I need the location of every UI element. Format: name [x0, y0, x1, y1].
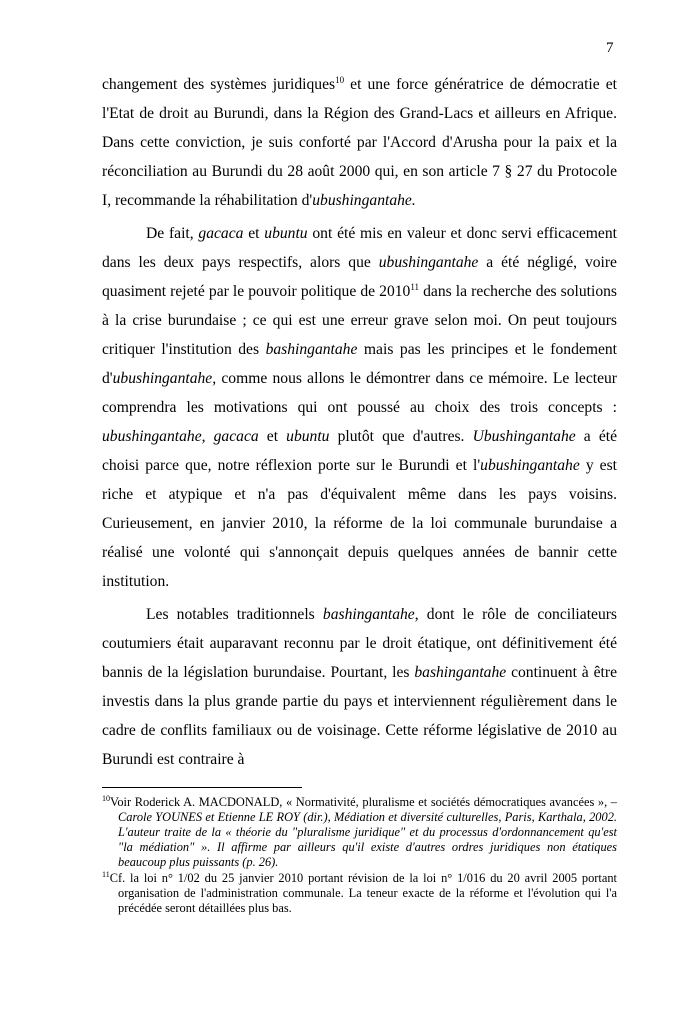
page-number: 7 — [606, 40, 614, 56]
text-run: Cf. la loi n° 1/02 du 25 janvier 2010 portant révision de la loi n° 1/016 du 20 avril 2005 portant organisation de l'administration communale. La teneur exacte de la réforme et l'évolution qui l'a précédée seront détaillées plus bas. — [109, 871, 617, 915]
text-run: dans la recherche des solutions à la crise burundaise ; ce qui est une erreur grave selon moi. On peut toujours critiquer l'institution des — [102, 283, 617, 358]
text-run: et — [258, 428, 287, 445]
italic-text: bashingantahe — [265, 341, 358, 358]
paragraph — [102, 70, 617, 215]
footnote-rule — [102, 787, 302, 788]
italic-text: ubushingantahe — [378, 254, 479, 271]
italic-text: Carole YOUNES et Etienne LE ROY (dir.), Médiation et diversité culturelles, Paris, Karthala, 2002. L'auteur traite de la « théorie du "pluralisme juridique" et du processus d'ordonnancement qu'est "la médiation" ». Il affirme par ailleurs qu'il existe d'autres ordres juridiques non étatiques beaucoup plus puissants (p. 26). — [118, 810, 617, 869]
footnote — [102, 795, 617, 870]
text-run: continuent à être investis dans la plus grande partie du pays et interviennent régulièrement dans le cadre de conflits familiaux ou de voisinage. Cette réforme législative de 2010 au Burundi est contraire à — [102, 664, 617, 768]
italic-text: ubushingantahe, gacaca — [102, 428, 259, 445]
text-run: plutôt que d'autres. — [329, 428, 473, 445]
text-run: De fait, — [146, 225, 199, 242]
footnotes — [102, 795, 617, 917]
italic-text: ubushingantahe. — [312, 192, 416, 209]
paragraph — [102, 600, 617, 774]
italic-text: ubuntu — [264, 225, 308, 242]
text-run: et — [243, 225, 265, 242]
italic-text: gacaca — [198, 225, 244, 242]
italic-text: ubuntu — [286, 428, 330, 445]
footnote-ref: 10 — [335, 75, 345, 85]
footnote-ref: 10 — [102, 794, 110, 803]
text-run: , dont le rôle de conciliateurs coutumiers était auparavant reconnu par le droit étatique, ont définitivement été bannis de la législation burundaise. Pourtant, les — [102, 606, 617, 681]
footnote-ref: 11 — [102, 870, 110, 879]
text-run: a été choisi parce que, notre réflexion porte sur le Burundi et l' — [102, 428, 617, 474]
italic-text: ubushingantahe — [480, 457, 580, 474]
text-run: ont été mis en valeur et donc servi efficacement dans les deux pays respectifs, alors que — [102, 225, 617, 271]
italic-text: Ubushingantahe — [472, 428, 576, 445]
text-run: y est riche et atypique et n'a pas d'équivalent même dans les pays voisins. Curieusement, en janvier 2010, la réforme de la loi communale burundaise a réalisé une volonté qui s'annonçait depuis quelques années de bannir cette institution. — [102, 457, 617, 590]
text-run: mais pas les principes et le fondement d' — [102, 341, 617, 387]
text-run: changement des systèmes juridiques — [102, 76, 336, 93]
italic-text: bashingantahe — [322, 606, 415, 623]
footnote — [102, 871, 617, 916]
text-run: Voir Roderick A. MACDONALD, « Normativité, pluralisme et sociétés démocratiques avancées », – — [110, 795, 617, 809]
text-run: comme nous allons le démontrer dans ce mémoire. Le lecteur comprendra les motivations qui ont poussé au choix des trois concepts : — [102, 370, 617, 416]
text-run: Les notables traditionnels — [146, 606, 323, 623]
footnote-ref: 11 — [410, 282, 420, 292]
body-text — [102, 70, 617, 774]
italic-text: bashingantahe — [414, 664, 507, 681]
paragraph — [102, 219, 617, 596]
text-run: et une force génératrice de démocratie et l'Etat de droit au Burundi, dans la Région des Grand-Lacs et ailleurs en Afrique. Dans cette conviction, je suis conforté par l'Accord d'Arusha pour la paix et la réconciliation au Burundi du 28 août 2000 qui, en son article 7 § 27 du Protocole I, recommande la réhabilitation d' — [102, 76, 617, 209]
text-run: a été négligé, voire quasiment rejeté par le pouvoir politique de 2010 — [102, 254, 617, 300]
italic-text: ubushingantahe, — [112, 370, 217, 387]
